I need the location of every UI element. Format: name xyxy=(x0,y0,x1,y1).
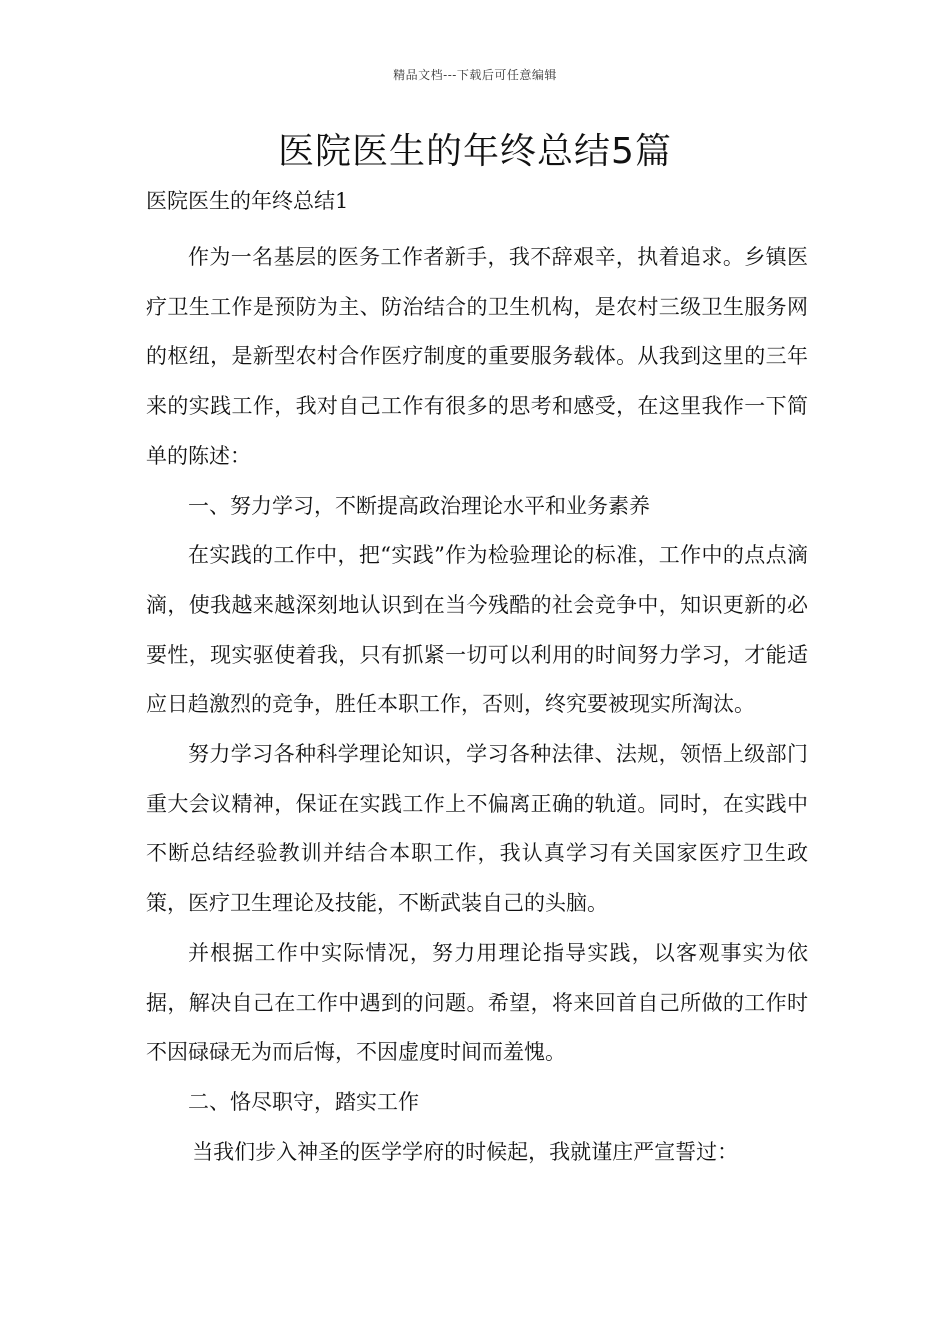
paragraph-intro: 作为一名基层的医务工作者新手，我不辞艰辛，执着追求。乡镇医疗卫生工作是预防为主、防治结合的卫生机构，是农村三级卫生服务网的枢纽，是新型农村合作医疗制度的重要服务载体。从我到这里的三年来的实践工作，我对自己工作有很多的思考和感受，在这里我作一下简单的陈述： xyxy=(146,245,808,468)
paragraph-application: 并根据工作中实际情况，努力用理论指导实践，以客观事实为依据，解决自己在工作中遇到的问题。希望，将来回首自己所做的工作时不因碌碌无为而后悔，不因虚度时间而羞愧。 xyxy=(146,940,808,1065)
section-title: 医院医生的年终总结1 xyxy=(146,189,349,213)
paragraph-oath: 当我们步入神圣的医学学府的时候起，我就谨庄严宣誓过： xyxy=(192,1139,739,1164)
document-body xyxy=(146,233,808,1177)
subheading-study: 一、努力学习，不断提高政治理论水平和业务素养 xyxy=(188,493,650,518)
subheading-duty: 二、恪尽职守，踏实工作 xyxy=(188,1089,419,1114)
paragraph-learning: 努力学习各种科学理论知识，学习各种法律、法规，领悟上级部门重大会议精神，保证在实践工作上不偏离正确的轨道。同时，在实践中不断总结经验教训并结合本职工作，我认真学习有关国家医疗卫生政策，医疗卫生理论及技能，不断武装自己的头脑。 xyxy=(146,742,808,916)
header-note: 精品文档---下载后可任意编辑 xyxy=(393,68,557,82)
paragraph-practice: 在实践的工作中，把“实践”作为检验理论的标准，工作中的点点滴滴，使我越来越深刻地认识到在当今残酷的社会竞争中，知识更新的必要性，现实驱使着我，只有抓紧一切可以利用的时间努力学习，才能适应日趋激烈的竞争，胜任本职工作，否则，终究要被现实所淘汰。 xyxy=(146,543,808,717)
document-title: 医院医生的年终总结5篇 xyxy=(278,131,672,172)
